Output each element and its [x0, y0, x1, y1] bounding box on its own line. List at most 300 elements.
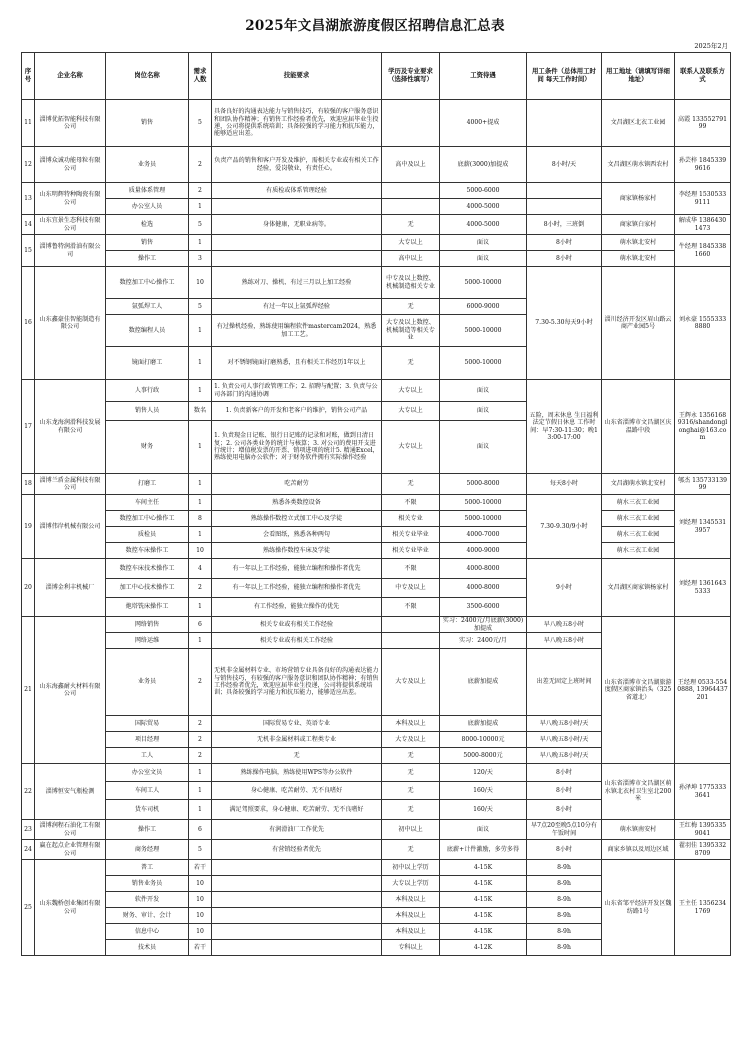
education-requirement: 大专及以上数控、机械制造等相关专业 [382, 315, 440, 347]
skill-requirement: 1. 负责现金日记账、银行日记账的记录和对账，做到日清日复；2. 公司各类业务的统计与核算；3. 对公司的费用开支进行统计；增值税发票的开票、销项进项的统计5. 精通Excel，熟练使用电脑办公软件；对于财务软件拥有实际操作经验 [212, 421, 382, 474]
education-requirement: 大专以上 [382, 235, 440, 251]
table-row [22, 617, 731, 633]
work-address: 山东省邹平经济开发区魏纺路1号 [602, 860, 675, 956]
salary: 5000-10000 [440, 315, 527, 347]
work-address: 山东省淄博市文昌湖旅游度假区商家镇治头（325省道北） [602, 617, 675, 764]
page-title: 2025年文昌湖旅游度假区招聘信息汇总表 [245, 18, 505, 34]
job-count: 4 [189, 559, 212, 579]
job-count: 1 [189, 380, 212, 402]
job-title: 操作工 [106, 820, 189, 840]
salary: 4000-7000 [440, 527, 527, 543]
skill-requirement: 熟悉各类数控设备 [212, 495, 382, 511]
job-title: 数控车床操作工 [106, 543, 189, 559]
work-conditions: 8-9h [527, 892, 602, 908]
skill-requirement: 有过操机经验，熟练使用编程软件mastercam2024，熟悉加工工艺。 [212, 315, 382, 347]
job-title: 业务员 [106, 649, 189, 716]
skill-requirement: 对不锈钢镜面打磨熟悉，且有相关工作经历1年以上 [212, 347, 382, 380]
row-number: 15 [22, 235, 35, 267]
work-conditions: 8-9h [527, 876, 602, 892]
skill-requirement: 熟练对刀、操机、有过三月以上加工经验 [212, 267, 382, 299]
skill-requirement: 1. 负责新客户的开发和老客户的维护，销售公司产品 [212, 402, 382, 421]
skill-requirement: 有一年以上工作经验，能独立编程和操作者优先 [212, 579, 382, 598]
work-conditions [527, 183, 602, 199]
row-number: 12 [22, 147, 35, 183]
skill-requirement: 有质检或体系管理经验 [212, 183, 382, 199]
job-title: 车间主任 [106, 495, 189, 511]
work-conditions: 8-9h [527, 940, 602, 956]
education-requirement: 无 [382, 782, 440, 800]
salary: 4000+提成 [440, 100, 527, 147]
work-conditions: 9小时 [527, 559, 602, 617]
salary: 底薪加提成 [440, 716, 527, 732]
contact: 高霞 13355279199 [675, 100, 731, 147]
work-conditions [527, 100, 602, 147]
job-title: 业务员 [106, 147, 189, 183]
education-requirement [382, 633, 440, 649]
job-count: 3 [189, 251, 212, 267]
skill-requirement: 身心健康、吃苦耐劳、无不良嗜好 [212, 782, 382, 800]
row-number: 25 [22, 860, 35, 956]
work-conditions: 8小时 [527, 251, 602, 267]
salary: 底薪+计件激励，多劳多得 [440, 840, 527, 860]
work-address: 文昌湖区北衣工业园 [602, 100, 675, 147]
job-title: 财务 [106, 421, 189, 474]
education-requirement: 无 [382, 800, 440, 820]
education-requirement: 无 [382, 748, 440, 764]
salary: 4000-8000 [440, 579, 527, 598]
skill-requirement: 熟练操作数控立式加工中心及学徒 [212, 511, 382, 527]
education-requirement: 大专以上学历 [382, 876, 440, 892]
header-cell: 岗位名称 [106, 53, 189, 100]
recruitment-table [21, 52, 731, 956]
job-title: 项目经理 [106, 732, 189, 748]
salary: 4-15K [440, 876, 527, 892]
table-row [22, 380, 731, 402]
row-number: 21 [22, 617, 35, 764]
job-count: 5 [189, 840, 212, 860]
company-name: 淄博兰盾金属科技有限公司 [35, 474, 106, 495]
company-name: 山东海鑫耐火材料有限公司 [35, 617, 106, 764]
skill-requirement: 无机非金属材料专业、市场营销专业具备良好的沟通表达能力与销售技巧，有较强的客户服务意识和团队协作精神；有销售工作经验者优先，欢迎应届毕业生投递，公司将提供系统培训；具备较强的学习能力和抗压能力，能够适应出差。 [212, 649, 382, 716]
skill-requirement [212, 199, 382, 215]
salary: 底薪(3000)加提成 [440, 147, 527, 183]
table-row [22, 183, 731, 199]
salary: 5000-6000 [440, 183, 527, 199]
work-conditions: 五险，周末休息 生日福利 法定节假日休息 工作时间：早7:30-11:30；晚13:00-17:00 [527, 380, 602, 474]
header-cell: 学历及专业要求（选择性填写） [382, 53, 440, 100]
row-number: 22 [22, 764, 35, 820]
work-conditions: 8-9h [527, 908, 602, 924]
job-count: 2 [189, 732, 212, 748]
row-number: 18 [22, 474, 35, 495]
salary: 5000-10000 [440, 347, 527, 380]
contact: 孙泽坤 17753333641 [675, 764, 731, 820]
salary: 4-12K [440, 940, 527, 956]
job-count: 10 [189, 924, 212, 940]
contact: 郇杰 13573313999 [675, 474, 731, 495]
skill-requirement [212, 876, 382, 892]
education-requirement: 大专及以上 [382, 649, 440, 716]
work-conditions: 8小时 [527, 800, 602, 820]
skill-requirement: 国际贸易专业、英语专业 [212, 716, 382, 732]
table-row [22, 543, 731, 559]
education-requirement: 本科及以上 [382, 716, 440, 732]
salary: 4000-5000 [440, 199, 527, 215]
salary: 160/天 [440, 800, 527, 820]
salary: 4-15K [440, 908, 527, 924]
row-number: 20 [22, 559, 35, 617]
work-address: 萌水三衣工业园 [602, 543, 675, 559]
job-count: 2 [189, 183, 212, 199]
salary: 5000-10000 [440, 495, 527, 511]
table-body [22, 100, 731, 956]
salary: 160/天 [440, 782, 527, 800]
salary: 4-15K [440, 924, 527, 940]
work-address: 萌水三衣工业园 [602, 495, 675, 511]
education-requirement: 大专以上 [382, 421, 440, 474]
work-address: 萌水三衣工业园 [602, 511, 675, 527]
education-requirement: 无 [382, 299, 440, 315]
salary: 4000-9000 [440, 543, 527, 559]
education-requirement: 大专及以上 [382, 732, 440, 748]
job-count: 1 [189, 235, 212, 251]
table-row [22, 559, 731, 579]
salary: 面议 [440, 402, 527, 421]
skill-requirement: 负责产品的销售和客户开发及维护，需相关专业或有相关工作经验，爱岗敬业，有责任心。 [212, 147, 382, 183]
company-name: 山东明辉特种陶瓷有限公司 [35, 183, 106, 215]
job-title: 技术员 [106, 940, 189, 956]
skill-requirement: 吃苦耐劳 [212, 474, 382, 495]
salary: 4-15K [440, 892, 527, 908]
salary: 4000-8000 [440, 559, 527, 579]
job-title: 销售 [106, 235, 189, 251]
work-address: 萌水镇北安村 [602, 235, 675, 251]
skill-requirement [212, 892, 382, 908]
job-title: 销售 [106, 100, 189, 147]
education-requirement: 无 [382, 764, 440, 782]
contact: 翟羽佳 13953328709 [675, 840, 731, 860]
contact: 王经理 0533-5540888, 13964437201 [675, 617, 731, 764]
work-address: 商家镇杨家村 [602, 183, 675, 215]
work-address: 商家乡镇以及周边区域 [602, 840, 675, 860]
work-conditions: 8-9h [527, 924, 602, 940]
job-title: 数控编程人员 [106, 315, 189, 347]
work-address: 萌水三衣工业园 [602, 527, 675, 543]
work-conditions: 早八晚五8小时/天 [527, 748, 602, 764]
work-conditions: 早八晚五8小时 [527, 617, 602, 633]
work-conditions: 出差无固定上班时间 [527, 649, 602, 716]
contact: 刘经理 13455313957 [675, 495, 731, 559]
company-name: 淄博润程石油化工有限公司 [35, 820, 106, 840]
work-conditions: 早7点20至晚5点10分有午饭时间 [527, 820, 602, 840]
job-count: 1 [189, 598, 212, 617]
salary: 面议 [440, 235, 527, 251]
education-requirement: 相关专业 [382, 511, 440, 527]
education-requirement [382, 199, 440, 215]
job-count: 1 [189, 315, 212, 347]
company-name: 赢在起点企业管理有限公司 [35, 840, 106, 860]
work-conditions: 8小时 [527, 840, 602, 860]
work-address: 商家镇白家村 [602, 215, 675, 235]
salary: 120/天 [440, 764, 527, 782]
job-title: 加工中心技术操作工 [106, 579, 189, 598]
header-cell: 需求人数 [189, 53, 212, 100]
contact: 王辉永 13561689316/shandonglonghai@163.com [675, 380, 731, 474]
job-title: 软件开发 [106, 892, 189, 908]
row-number: 17 [22, 380, 35, 474]
work-conditions: 8小时/天 [527, 147, 602, 183]
education-requirement: 大专以上 [382, 402, 440, 421]
table-row [22, 820, 731, 840]
job-title: 打磨工 [106, 474, 189, 495]
row-number: 23 [22, 820, 35, 840]
row-number: 19 [22, 495, 35, 559]
work-address: 文昌湖区萌水镇西农村 [602, 147, 675, 183]
salary: 实习：2400元/月 [440, 633, 527, 649]
work-address: 山东省淄博市文昌湖区庆温路中段 [602, 380, 675, 474]
table-row [22, 235, 731, 251]
salary: 5000-8000元 [440, 748, 527, 764]
job-title: 货车司机 [106, 800, 189, 820]
table-row [22, 840, 731, 860]
job-title: 普工 [106, 860, 189, 876]
job-count: 1 [189, 495, 212, 511]
job-title: 人事行政 [106, 380, 189, 402]
job-count: 1 [189, 474, 212, 495]
contact: 解成华 13864301473 [675, 215, 731, 235]
job-count: 10 [189, 908, 212, 924]
job-title: 数控车床技术操作工 [106, 559, 189, 579]
work-conditions: 8小时 [527, 235, 602, 251]
job-title: 办公室人员 [106, 199, 189, 215]
job-title: 质量体系管理 [106, 183, 189, 199]
education-requirement [382, 617, 440, 633]
job-count: 1 [189, 800, 212, 820]
education-requirement: 中专及以上 [382, 579, 440, 598]
contact: 王红梅 13953359041 [675, 820, 731, 840]
work-address: 文昌湖萌水镇北安村 [602, 474, 675, 495]
work-conditions: 7.30-5.30每天9小时 [527, 267, 602, 380]
header-cell: 工资待遇 [440, 53, 527, 100]
skill-requirement: 熟练操作电脑，熟练使用WPS等办公软件 [212, 764, 382, 782]
work-conditions [527, 199, 602, 215]
education-requirement: 大专以上 [382, 380, 440, 402]
table-row [22, 100, 731, 147]
salary: 6000-9000 [440, 299, 527, 315]
salary: 4-15K [440, 860, 527, 876]
skill-requirement: 身体健康，无职业病等。 [212, 215, 382, 235]
education-requirement: 不限 [382, 559, 440, 579]
skill-requirement [212, 940, 382, 956]
contact: 牛经理 18453381660 [675, 235, 731, 267]
row-number: 11 [22, 100, 35, 147]
job-count: 若干 [189, 940, 212, 956]
education-requirement: 不限 [382, 495, 440, 511]
job-count: 5 [189, 299, 212, 315]
skill-requirement: 熟练操作数控车床及学徒 [212, 543, 382, 559]
job-count: 1 [189, 782, 212, 800]
work-conditions: 早八晚五8小时/天 [527, 716, 602, 732]
company-name: 山东鑫豪佳智能制造有限公司 [35, 267, 106, 380]
skill-requirement: 有润滑油厂工作优先 [212, 820, 382, 840]
header-cell: 技能要求 [212, 53, 382, 100]
job-count: 5 [189, 100, 212, 147]
salary: 面议 [440, 820, 527, 840]
row-number: 14 [22, 215, 35, 235]
job-count: 10 [189, 543, 212, 559]
education-requirement [382, 183, 440, 199]
salary: 3500-6000 [440, 598, 527, 617]
salary: 5000-10000 [440, 511, 527, 527]
table-row [22, 215, 731, 235]
job-title: 信息中心 [106, 924, 189, 940]
education-requirement: 中专及以上数控、机械制造相关专业 [382, 267, 440, 299]
table-row [22, 527, 731, 543]
table-row [22, 251, 731, 267]
header-cell: 用工条件（总体用工时间 每天工作时间） [527, 53, 602, 100]
job-title: 质检员 [106, 527, 189, 543]
skill-requirement: 有营销经验者优先 [212, 840, 382, 860]
table-row [22, 147, 731, 183]
job-title: 网络销售 [106, 617, 189, 633]
job-title: 数控加工中心操作工 [106, 267, 189, 299]
skill-requirement: 有工作经验，能独立操作的优先 [212, 598, 382, 617]
education-requirement: 高中以上 [382, 251, 440, 267]
company-name: 淄博伟岸机械有限公司 [35, 495, 106, 559]
job-count: 2 [189, 649, 212, 716]
work-conditions: 8-9h [527, 860, 602, 876]
job-title: 网络运维 [106, 633, 189, 649]
company-name: 淄博优拓智能科技有限公司 [35, 100, 106, 147]
table-row [22, 495, 731, 511]
job-title: 销售人员 [106, 402, 189, 421]
salary: 4000-5000 [440, 215, 527, 235]
salary: 8000-10000元 [440, 732, 527, 748]
company-name: 山东龙海润滑科技发展有限公司 [35, 380, 106, 474]
job-count: 1 [189, 527, 212, 543]
education-requirement: 初中以上学历 [382, 860, 440, 876]
job-count: 5 [189, 215, 212, 235]
education-requirement: 相关专业毕业 [382, 527, 440, 543]
education-requirement: 本科及以上 [382, 924, 440, 940]
table-row [22, 860, 731, 876]
job-count: 6 [189, 820, 212, 840]
job-title: 数控加工中心操作工 [106, 511, 189, 527]
company-name: 山东宜景生态科技有限公司 [35, 215, 106, 235]
table-row [22, 511, 731, 527]
salary: 面议 [440, 380, 527, 402]
job-title: 办公室文员 [106, 764, 189, 782]
salary: 面议 [440, 421, 527, 474]
job-title: 氩弧焊工人 [106, 299, 189, 315]
salary: 实习：2400元/月底薪(3000)加提成 [440, 617, 527, 633]
work-conditions: 8小时 [527, 764, 602, 782]
work-address: 文昌湖区商家镇杨家村 [602, 559, 675, 617]
company-name: 淄博金利丰机械厂 [35, 559, 106, 617]
skill-requirement: 无 [212, 748, 382, 764]
skill-requirement: 满足驾照要求，身心健康、吃苦耐劳、无不良嗜好 [212, 800, 382, 820]
job-title: 镜面打磨工 [106, 347, 189, 380]
education-requirement: 无 [382, 347, 440, 380]
job-count: 2 [189, 147, 212, 183]
job-count: 10 [189, 267, 212, 299]
work-conditions: 每天8小时 [527, 474, 602, 495]
work-conditions: 8小时，三班倒 [527, 215, 602, 235]
company-name: 山东魏桥创业集团有限公司 [35, 860, 106, 956]
job-title: 工人 [106, 748, 189, 764]
skill-requirement: 会看图纸，熟悉各种两句 [212, 527, 382, 543]
date-label: 2025年2月 [694, 42, 728, 50]
skill-requirement: 有一年以上工作经验，能独立编程和操作者优先 [212, 559, 382, 579]
job-title: 炮塔铣床操作工 [106, 598, 189, 617]
job-count: 1 [189, 421, 212, 474]
contact: 刘永豪 15553338880 [675, 267, 731, 380]
row-number: 13 [22, 183, 35, 215]
skill-requirement: 1. 负责公司人事行政管理工作；2. 招聘与配置；3. 负责与公司各部门的沟通协调 [212, 380, 382, 402]
education-requirement: 无 [382, 474, 440, 495]
job-title: 车间工人 [106, 782, 189, 800]
job-title: 操作工 [106, 251, 189, 267]
skill-requirement: 相关专业或有相关工作经验 [212, 617, 382, 633]
work-conditions: 早八晚五8小时/天 [527, 732, 602, 748]
contact: 刘经理 13616435333 [675, 559, 731, 617]
job-count: 2 [189, 579, 212, 598]
job-count: 1 [189, 199, 212, 215]
education-requirement: 无 [382, 215, 440, 235]
skill-requirement: 具备良好的沟通表达能力与销售技巧，有较强的客户服务意识和团队协作精神；有销售工作经验者优先，欢迎应届毕业生投递，公司将提供系统培训；具备较强的学习能力和抗压能力，能够适应出差。 [212, 100, 382, 147]
job-count: 1 [189, 347, 212, 380]
job-count: 8 [189, 511, 212, 527]
job-title: 检选 [106, 215, 189, 235]
job-title: 销售业务员 [106, 876, 189, 892]
education-requirement: 高中及以上 [382, 147, 440, 183]
row-number: 16 [22, 267, 35, 380]
skill-requirement: 有过一年以上氩弧焊经验 [212, 299, 382, 315]
skill-requirement [212, 235, 382, 251]
job-count: 数名 [189, 402, 212, 421]
job-title: 财务、审计、会计 [106, 908, 189, 924]
skill-requirement: 相关专业或有相关工作经验 [212, 633, 382, 649]
work-address: 萌水镇北安村 [602, 251, 675, 267]
work-conditions: 7.30-9.30/9小时 [527, 495, 602, 559]
skill-requirement [212, 251, 382, 267]
job-count: 10 [189, 876, 212, 892]
header-cell: 企业名称 [35, 53, 106, 100]
work-conditions: 早八晚五8小时 [527, 633, 602, 649]
company-name: 淄博鲁特润滑油有限公司 [35, 235, 106, 267]
header-cell: 联系人及联系方式 [675, 53, 731, 100]
education-requirement: 相关专业毕业 [382, 543, 440, 559]
header-cell: 用工地址（请填写详细地址） [602, 53, 675, 100]
education-requirement: 初中以上 [382, 820, 440, 840]
skill-requirement [212, 860, 382, 876]
table-row [22, 267, 731, 299]
row-number: 24 [22, 840, 35, 860]
work-address: 山东省淄博市文昌湖区萌水镇北衣村卫生室北200米 [602, 764, 675, 820]
header-row [22, 53, 731, 100]
job-title: 商务经理 [106, 840, 189, 860]
education-requirement: 本科及以上 [382, 892, 440, 908]
work-conditions: 8小时 [527, 782, 602, 800]
salary: 底薪加提成 [440, 649, 527, 716]
table-row [22, 474, 731, 495]
table-row [22, 764, 731, 782]
education-requirement [382, 100, 440, 147]
salary: 5000-10000 [440, 267, 527, 299]
contact: 孙芸梓 18453399616 [675, 147, 731, 183]
salary: 面议 [440, 251, 527, 267]
job-count: 2 [189, 748, 212, 764]
